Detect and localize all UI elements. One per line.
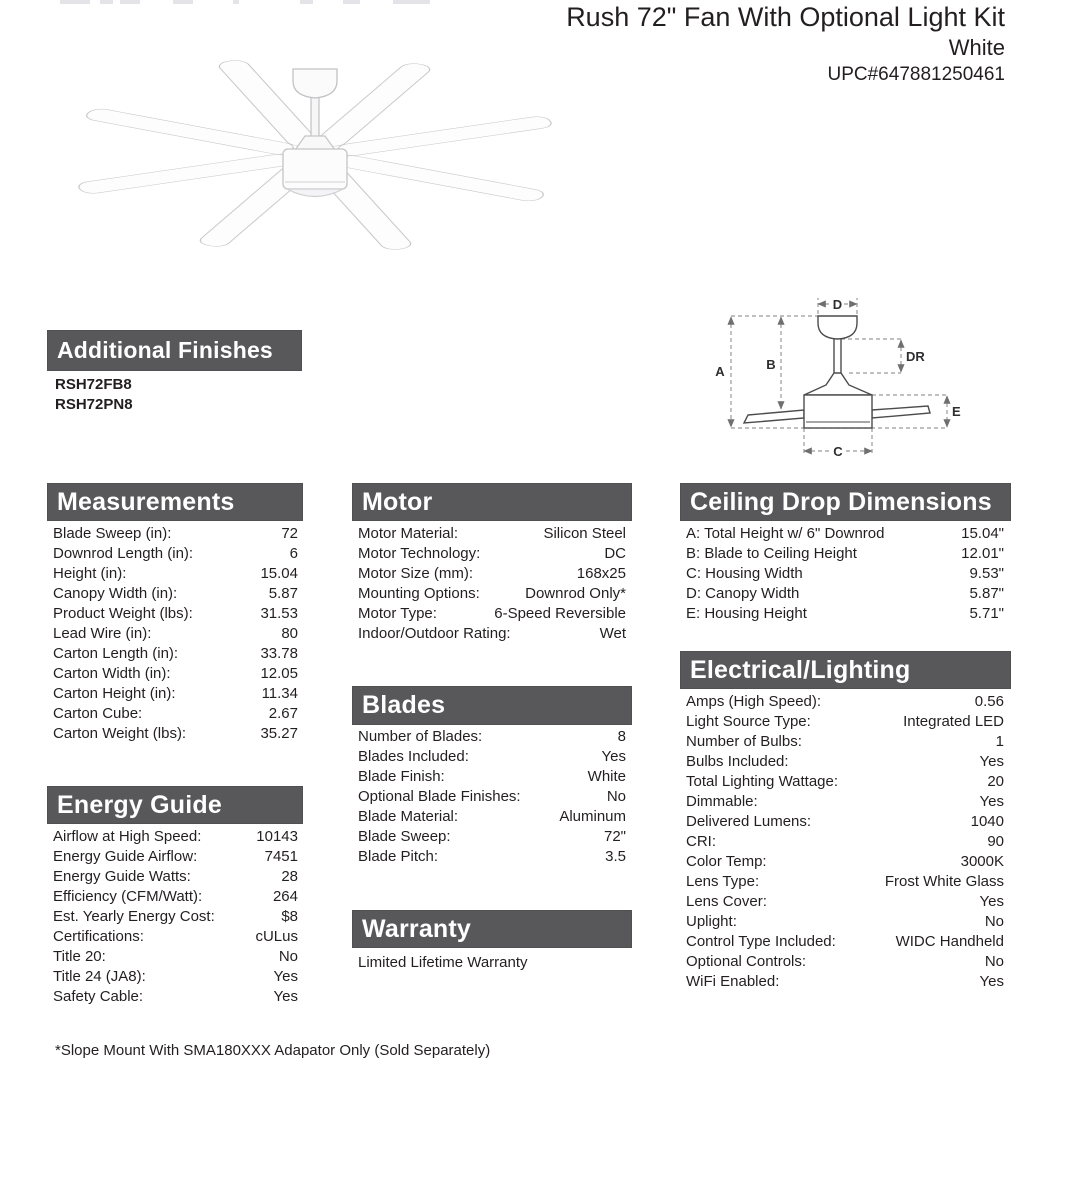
spec-label: WiFi Enabled: <box>686 973 780 990</box>
spec-value: Aluminum <box>559 808 626 825</box>
spec-label: Carton Height (in): <box>53 685 176 702</box>
section-heading: Energy Guide <box>57 790 222 819</box>
spec-row <box>53 847 298 867</box>
spec-label: Carton Width (in): <box>53 665 171 682</box>
spec-label: Certifications: <box>53 928 144 945</box>
diagram-label-DR: DR <box>906 349 925 364</box>
spec-row <box>686 752 1004 772</box>
spec-row <box>686 692 1004 712</box>
spec-label: Uplight: <box>686 913 737 930</box>
spec-value: 3.5 <box>605 848 626 865</box>
warranty-text: Limited Lifetime Warranty <box>358 954 528 971</box>
spec-value: 12.01" <box>961 545 1004 562</box>
fan-light-lens <box>287 189 343 197</box>
spec-label: Title 24 (JA8): <box>53 968 146 985</box>
spec-value: 15.04" <box>961 525 1004 542</box>
diagram-canopy <box>818 316 857 339</box>
spec-row <box>358 727 626 747</box>
spec-value: 3000K <box>960 853 1004 870</box>
spec-value: 72" <box>603 828 626 845</box>
diagram-label-A: A <box>715 364 725 379</box>
spec-label: Total Lighting Wattage: <box>686 773 839 790</box>
spec-label: Number of Bulbs: <box>686 733 802 750</box>
section-heading: Electrical/Lighting <box>690 655 911 684</box>
spec-label: Amps (High Speed): <box>686 693 822 710</box>
spec-row <box>53 887 298 907</box>
spec-row <box>53 524 298 544</box>
spec-value: 0.56 <box>974 693 1004 710</box>
measurements-rows <box>53 524 298 744</box>
section-heading: Warranty <box>362 914 472 943</box>
spec-label: Optional Controls: <box>686 953 807 970</box>
additional-finishes-list <box>55 375 295 415</box>
spec-label: Control Type Included: <box>686 933 836 950</box>
spec-row <box>686 852 1004 872</box>
spec-label: Lens Cover: <box>686 893 767 910</box>
spec-row <box>53 927 298 947</box>
spec-row <box>53 987 298 1007</box>
spec-row <box>53 947 298 967</box>
spec-row <box>358 827 626 847</box>
spec-label: Height (in): <box>53 565 127 582</box>
spec-row <box>686 732 1004 752</box>
spec-label: Blade Finish: <box>358 768 445 785</box>
diagram-housing <box>804 395 872 428</box>
spec-row <box>686 912 1004 932</box>
spec-label: Motor Technology: <box>358 545 481 562</box>
spec-row <box>53 624 298 644</box>
spec-row <box>53 644 298 664</box>
spec-value: Yes <box>601 748 626 765</box>
spec-row <box>53 544 298 564</box>
spec-row <box>53 664 298 684</box>
spec-row <box>358 584 626 604</box>
spec-value: 7451 <box>264 848 298 865</box>
spec-value: 11.34 <box>261 685 298 702</box>
spec-label: Safety Cable: <box>53 988 144 1005</box>
spec-label: Blade Material: <box>358 808 459 825</box>
section-heading: Motor <box>362 487 433 516</box>
page-title: Rush 72" Fan With Optional Light Kit <box>566 2 1005 32</box>
spec-value: 5.87" <box>969 585 1004 602</box>
spec-value: 90 <box>987 833 1004 850</box>
spec-label: Number of Blades: <box>358 728 483 745</box>
spec-row <box>358 524 626 544</box>
spec-label: Optional Blade Finishes: <box>358 788 521 805</box>
spec-label: Light Source Type: <box>686 713 811 730</box>
section-heading: Additional Finishes <box>57 337 273 363</box>
section-heading: Blades <box>362 691 446 719</box>
spec-value: Yes <box>979 973 1004 990</box>
spec-label: Product Weight (lbs): <box>53 605 193 622</box>
finish-item: RSH72FB8 <box>55 376 132 393</box>
spec-value: No <box>278 948 298 965</box>
spec-value: 15.04 <box>260 565 298 582</box>
spec-value: 10143 <box>256 828 298 845</box>
diagram-label-C: C <box>833 444 843 459</box>
energy-guide-rows <box>53 827 298 1007</box>
spec-value: 28 <box>281 868 298 885</box>
spec-value: 35.27 <box>260 725 298 742</box>
spec-value: WIDC Handheld <box>895 933 1004 950</box>
spec-label: E: Housing Height <box>686 605 807 622</box>
spec-value: Yes <box>273 988 298 1005</box>
spec-row <box>358 544 626 564</box>
spec-value: No <box>606 788 626 805</box>
spec-row <box>53 724 298 744</box>
spec-value: Yes <box>979 793 1004 810</box>
spec-row <box>53 584 298 604</box>
spec-value: Downrod Only* <box>525 585 626 602</box>
spec-row <box>53 907 298 927</box>
spec-value: 8 <box>617 728 626 745</box>
spec-row <box>358 604 626 624</box>
spec-row <box>686 932 1004 952</box>
footnote: *Slope Mount With SMA180XXX Adapator Only (Sold Separately) <box>55 1042 491 1059</box>
spec-value: Yes <box>273 968 298 985</box>
spec-row <box>686 972 1004 992</box>
spec-value: 5.87 <box>268 585 298 602</box>
spec-value: 20 <box>987 773 1004 790</box>
spec-row <box>53 604 298 624</box>
spec-row <box>358 564 626 584</box>
spec-label: Delivered Lumens: <box>686 813 812 830</box>
spec-label: Airflow at High Speed: <box>53 828 202 845</box>
spec-value: Wet <box>599 625 626 642</box>
diagram-label-B: B <box>766 357 776 372</box>
spec-value: 2.67 <box>268 705 298 722</box>
blades-rows <box>358 727 626 867</box>
section-bar-measurements <box>47 483 303 521</box>
spec-row <box>686 832 1004 852</box>
spec-label: Blades Included: <box>358 748 469 765</box>
section-bar-motor <box>352 483 632 521</box>
spec-value: 168x25 <box>576 565 626 582</box>
spec-row <box>686 604 1004 624</box>
spec-label: C: Housing Width <box>686 565 803 582</box>
spec-value: DC <box>604 545 626 562</box>
spec-row <box>686 892 1004 912</box>
spec-label: Mounting Options: <box>358 585 480 602</box>
spec-label: Efficiency (CFM/Watt): <box>53 888 203 905</box>
spec-value: 264 <box>272 888 298 905</box>
spec-value: 1 <box>995 733 1004 750</box>
section-heading: Measurements <box>57 487 235 516</box>
spec-value: 33.78 <box>260 645 298 662</box>
section-bar-additional-finishes <box>47 330 302 371</box>
section-bar-electrical <box>680 651 1011 689</box>
spec-row <box>686 792 1004 812</box>
diagram-coupler <box>804 373 872 395</box>
spec-row <box>358 787 626 807</box>
spec-value: Integrated LED <box>903 713 1004 730</box>
spec-row <box>358 624 626 644</box>
motor-rows <box>358 524 626 644</box>
spec-row <box>358 847 626 867</box>
product-upc: UPC#647881250461 <box>827 64 1005 85</box>
spec-label: Motor Type: <box>358 605 437 622</box>
spec-row <box>53 684 298 704</box>
spec-label: Blade Sweep (in): <box>53 525 172 542</box>
spec-value: No <box>984 913 1004 930</box>
spec-row <box>686 952 1004 972</box>
section-bar-blades <box>352 686 632 725</box>
spec-label: Canopy Width (in): <box>53 585 178 602</box>
spec-label: Motor Material: <box>358 525 459 542</box>
spec-row <box>53 867 298 887</box>
spec-label: D: Canopy Width <box>686 585 800 602</box>
spec-value: White <box>587 768 626 785</box>
spec-label: Energy Guide Airflow: <box>53 848 198 865</box>
spec-row <box>358 747 626 767</box>
ceiling-drop-diagram <box>700 288 1020 468</box>
section-bar-ceiling-drop <box>680 483 1011 521</box>
spec-row <box>53 564 298 584</box>
diagram-label-D: D <box>832 297 843 312</box>
spec-value: 5.71" <box>969 605 1004 622</box>
fan-product-image <box>55 58 575 258</box>
spec-label: Indoor/Outdoor Rating: <box>358 625 511 642</box>
spec-row <box>686 564 1004 584</box>
spec-row <box>686 712 1004 732</box>
spec-label: Lead Wire (in): <box>53 625 152 642</box>
diagram-blade-left <box>744 410 804 423</box>
spec-label: Lens Type: <box>686 873 760 890</box>
spec-label: Dimmable: <box>686 793 758 810</box>
spec-value: Yes <box>979 753 1004 770</box>
spec-value: Yes <box>979 893 1004 910</box>
spec-label: Energy Guide Watts: <box>53 868 191 885</box>
spec-row <box>686 772 1004 792</box>
finish-item: RSH72PN8 <box>55 396 133 413</box>
spec-label: Motor Size (mm): <box>358 565 474 582</box>
spec-label: Downrod Length (in): <box>53 545 194 562</box>
spec-row <box>686 524 1004 544</box>
spec-value: $8 <box>281 908 298 925</box>
spec-label: Blade Pitch: <box>358 848 439 865</box>
spec-value: 6-Speed Reversible <box>494 605 626 622</box>
spec-value: 72 <box>281 525 298 542</box>
spec-label: Title 20: <box>53 948 106 965</box>
spec-label: Carton Length (in): <box>53 645 179 662</box>
section-bar-energy-guide <box>47 786 303 824</box>
spec-row <box>686 584 1004 604</box>
spec-value: 6 <box>289 545 298 562</box>
spec-value: 9.53" <box>969 565 1004 582</box>
spec-label: Est. Yearly Energy Cost: <box>53 908 215 925</box>
spec-value: cULus <box>255 928 298 945</box>
spec-row <box>53 827 298 847</box>
spec-label: CRI: <box>686 833 716 850</box>
spec-row <box>53 967 298 987</box>
spec-label: Bulbs Included: <box>686 753 789 770</box>
spec-row <box>358 807 626 827</box>
diagram-label-E: E <box>952 404 961 419</box>
ceiling-drop-rows <box>686 524 1004 624</box>
spec-row <box>686 872 1004 892</box>
spec-label: Blade Sweep: <box>358 828 451 845</box>
spec-label: A: Total Height w/ 6" Downrod <box>686 525 885 542</box>
section-bar-warranty <box>352 910 632 948</box>
spec-row <box>686 812 1004 832</box>
spec-value: Frost White Glass <box>884 873 1004 890</box>
electrical-rows <box>686 692 1004 992</box>
diagram-blade-right <box>872 406 930 418</box>
spec-value: 31.53 <box>260 605 298 622</box>
section-heading: Ceiling Drop Dimensions <box>690 487 992 516</box>
spec-value: 1040 <box>970 813 1004 830</box>
spec-label: Color Temp: <box>686 853 767 870</box>
spec-label: Carton Weight (lbs): <box>53 725 187 742</box>
spec-value: 12.05 <box>260 665 298 682</box>
spec-value: No <box>984 953 1004 970</box>
spec-row <box>686 544 1004 564</box>
spec-row <box>358 767 626 787</box>
product-finish: White <box>948 35 1005 60</box>
spec-label: Carton Cube: <box>53 705 143 722</box>
spec-row <box>53 704 298 724</box>
spec-value: 80 <box>281 625 298 642</box>
spec-value: Silicon Steel <box>543 525 626 542</box>
spec-label: B: Blade to Ceiling Height <box>686 545 857 562</box>
